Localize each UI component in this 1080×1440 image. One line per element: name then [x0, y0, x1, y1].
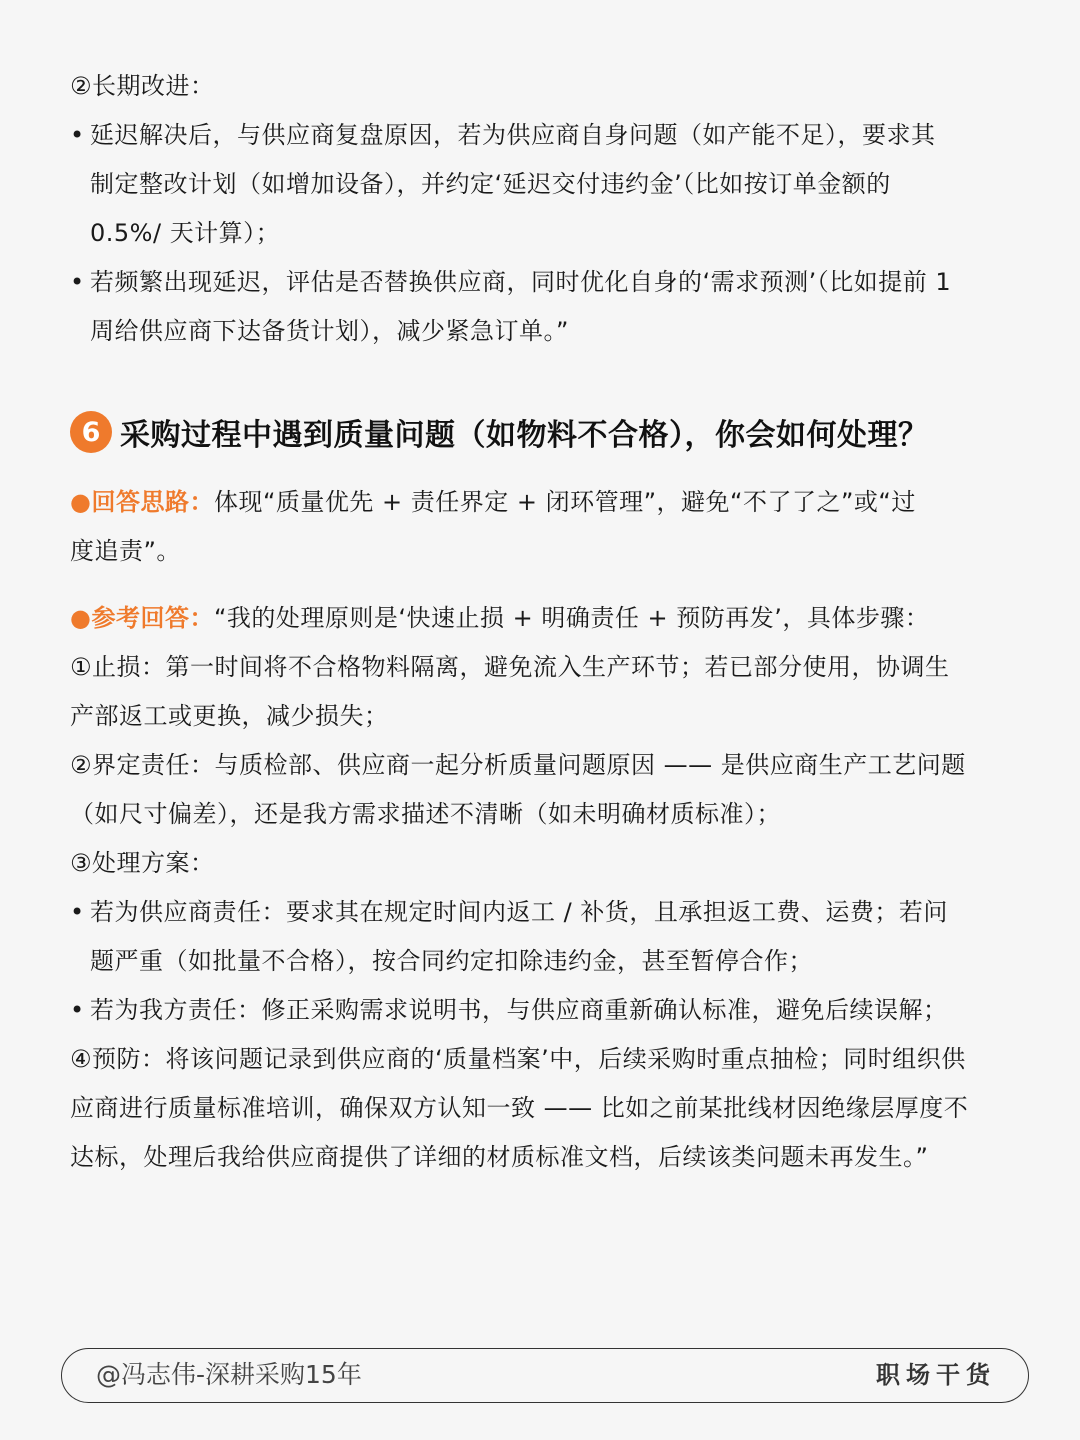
answer-label: 参考回答：: [91, 604, 214, 632]
paragraph-line: 题严重（如批量不合格），按合同约定扣除违约金，甚至暂停合作；: [90, 947, 813, 975]
approach-marker-icon: ●: [70, 488, 92, 516]
article-content: [70, 62, 1010, 1182]
paragraph-line: 达标，处理后我给供应商提供了详细的材质标准文档，后续该类问题未再发生。”: [70, 1143, 929, 1171]
paragraph-line: 0.5%/ 天计算）；: [90, 219, 281, 247]
paragraph-line: 若为供应商责任：要求其在规定时间内返工 / 补货，且承担返工费、运费；若问: [90, 898, 948, 926]
paragraph-line: 应商进行质量标准培训，确保双方认知一致 —— 比如之前某批线材因绝缘层厚度不: [70, 1094, 969, 1122]
footer-tag: 职场干货: [876, 1361, 996, 1389]
long-term-heading: ②长期改进：: [70, 72, 215, 100]
step3-heading: ③处理方案：: [70, 849, 215, 877]
paragraph-line: 产部返工或更换，减少损失；: [70, 702, 389, 730]
answer-line: [70, 594, 1010, 643]
answer-marker-icon: ●: [70, 604, 92, 632]
approach-text: 体现“质量优先 + 责任界定 + 闭环管理”，避免“不了了之”或“过: [213, 488, 916, 516]
list-item: [70, 888, 1010, 937]
approach-label: 回答思路：: [91, 488, 214, 516]
paragraph-line: 若为我方责任：修正采购需求说明书，与供应商重新确认标准，避免后续误解；: [90, 996, 948, 1024]
approach-line: [70, 478, 1010, 527]
paragraph-line: 周给供应商下达备货计划），减少紧急订单。”: [90, 317, 569, 345]
bullet-icon: •: [70, 898, 85, 926]
answer-intro: “我的处理原则是‘快速止损 + 明确责任 + 预防再发’，具体步骤：: [213, 604, 930, 632]
list-item: [70, 986, 1010, 1035]
paragraph-line: ④预防：将该问题记录到供应商的‘质量档案’中，后续采购时重点抽检；同时组织供: [70, 1045, 966, 1073]
list-item: [70, 111, 1010, 160]
question-heading: [70, 404, 1010, 460]
paragraph-line: 度追责”。: [70, 537, 181, 565]
author-credit: @冯志伟-深耕采购15年: [96, 1360, 362, 1389]
question-title: 采购过程中遇到质量问题（如物料不合格），你会如何处理？: [120, 418, 929, 453]
paragraph-line: 制定整改计划（如增加设备），并约定‘延迟交付违约金’（比如按订单金额的: [90, 170, 891, 198]
paragraph-line: ②界定责任：与质检部、供应商一起分析质量问题原因 —— 是供应商生产工艺问题: [70, 751, 966, 779]
bullet-icon: •: [70, 121, 85, 149]
paragraph-line: ①止损：第一时间将不合格物料隔离，避免流入生产环节；若已部分使用，协调生: [70, 653, 950, 681]
paragraph-line: （如尺寸偏差），还是我方需求描述不清晰（如未明确材质标准）；: [70, 800, 781, 828]
paragraph-line: 延迟解决后，与供应商复盘原因，若为供应商自身问题（如产能不足），要求其: [90, 121, 936, 149]
footer-bar: [61, 1348, 1029, 1403]
bullet-icon: •: [70, 268, 85, 296]
question-number-badge: 6: [70, 411, 112, 453]
list-item: [70, 258, 1010, 307]
spacer: [70, 576, 1010, 594]
paragraph-line: 若频繁出现延迟，评估是否替换供应商，同时优化自身的‘需求预测’（比如提前 1: [90, 268, 952, 296]
bullet-icon: •: [70, 996, 85, 1024]
